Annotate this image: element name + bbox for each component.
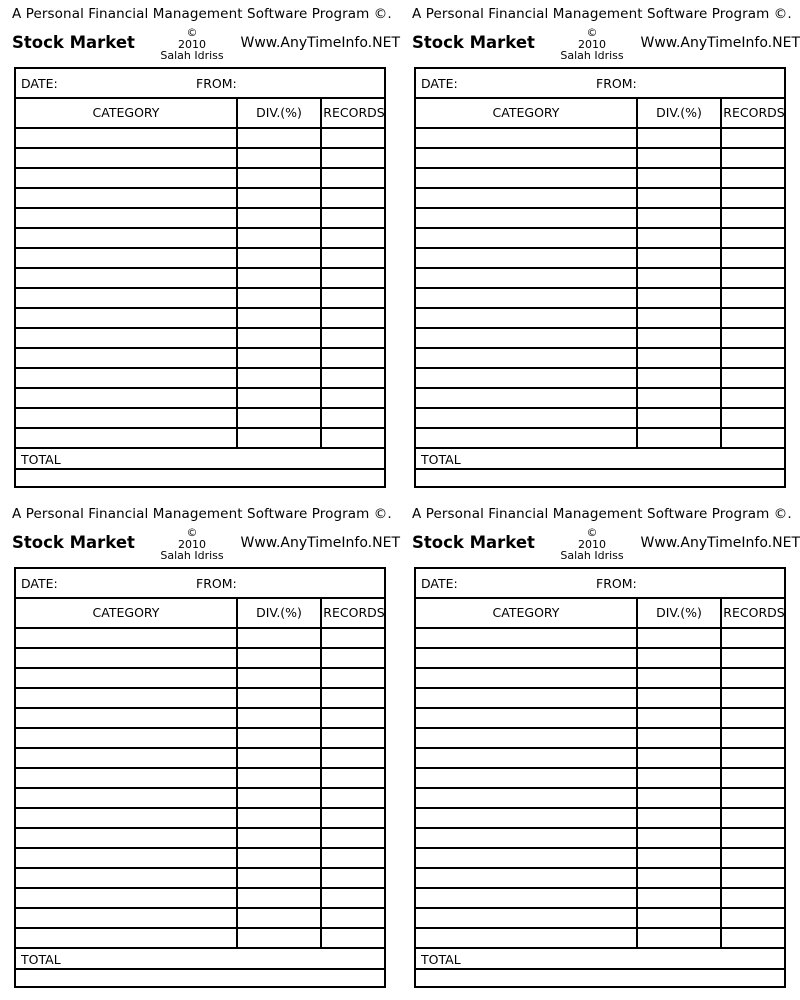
table-row[interactable] [416, 369, 784, 389]
table-row[interactable] [16, 789, 384, 809]
table-row[interactable] [416, 429, 784, 449]
table-row[interactable] [416, 649, 784, 669]
date-from-row [416, 569, 784, 599]
table-row[interactable] [16, 729, 384, 749]
column-header-row [16, 599, 384, 629]
panel-bottom-right [412, 500, 800, 990]
category-divider [236, 99, 238, 449]
website-link[interactable]: Www.AnyTimeInfo.NET [240, 35, 400, 51]
column-header-category: CATEGORY [92, 105, 160, 120]
ledger-form [414, 567, 786, 988]
total-divider [16, 468, 384, 470]
copyright-block [552, 527, 632, 562]
form-title: Stock Market [412, 33, 535, 52]
table-row[interactable] [16, 649, 384, 669]
table-row[interactable] [416, 909, 784, 929]
copyright-block [152, 527, 232, 562]
date-label: DATE: [421, 576, 458, 591]
table-row[interactable] [16, 769, 384, 789]
category-divider [636, 99, 638, 449]
table-row[interactable] [416, 289, 784, 309]
table-row[interactable] [416, 829, 784, 849]
column-header-row [416, 99, 784, 129]
website-link[interactable]: Www.AnyTimeInfo.NET [240, 535, 400, 551]
total-divider [416, 468, 784, 470]
copyright-icon: © [186, 26, 198, 39]
author-name: Salah Idriss [560, 49, 624, 62]
total-label: TOTAL [421, 452, 461, 467]
ledger-form [14, 67, 386, 488]
table-row[interactable] [16, 269, 384, 289]
total-row [16, 949, 384, 969]
copyright-year: 2010 [578, 537, 606, 551]
ledger-form [14, 567, 386, 988]
table-row[interactable] [16, 309, 384, 329]
table-row[interactable] [416, 749, 784, 769]
table-row[interactable] [416, 329, 784, 349]
table-row[interactable] [16, 849, 384, 869]
table-row[interactable] [416, 789, 784, 809]
panel-bottom-left [12, 500, 400, 990]
column-header-dividend: DIV.(%) [256, 605, 302, 620]
table-row[interactable] [416, 169, 784, 189]
column-header-records: RECORDS [323, 105, 385, 120]
table-row[interactable] [16, 389, 384, 409]
table-row[interactable] [416, 129, 784, 149]
date-from-row [16, 69, 384, 99]
total-row [416, 949, 784, 969]
copyright-year: 2010 [178, 537, 206, 551]
page-subtitle: A Personal Financial Management Software Program ©. [412, 6, 792, 22]
total-label: TOTAL [21, 452, 61, 467]
table-row[interactable] [16, 349, 384, 369]
copyright-block [152, 27, 232, 62]
table-row[interactable] [16, 869, 384, 889]
date-label: DATE: [421, 76, 458, 91]
from-label: FROM: [596, 576, 637, 591]
table-row[interactable] [16, 129, 384, 149]
table-row[interactable] [16, 669, 384, 689]
table-row[interactable] [416, 869, 784, 889]
table-row[interactable] [416, 709, 784, 729]
page-subtitle: A Personal Financial Management Software Program ©. [412, 506, 792, 522]
table-row[interactable] [16, 209, 384, 229]
from-label: FROM: [596, 76, 637, 91]
dividend-divider [320, 599, 322, 949]
date-from-row [416, 69, 784, 99]
table-row[interactable] [16, 369, 384, 389]
column-header-row [416, 599, 784, 629]
table-row[interactable] [16, 629, 384, 649]
total-row [416, 449, 784, 469]
table-row[interactable] [16, 229, 384, 249]
form-title: Stock Market [412, 533, 535, 552]
table-row[interactable] [416, 409, 784, 429]
table-row[interactable] [16, 829, 384, 849]
table-row[interactable] [16, 289, 384, 309]
table-row[interactable] [16, 809, 384, 829]
table-row[interactable] [16, 329, 384, 349]
date-label: DATE: [21, 76, 58, 91]
column-header-dividend: DIV.(%) [656, 605, 702, 620]
category-divider [236, 599, 238, 949]
copyright-icon: © [186, 526, 198, 539]
total-divider [16, 968, 384, 970]
table-row[interactable] [416, 849, 784, 869]
table-row[interactable] [416, 729, 784, 749]
table-row[interactable] [416, 189, 784, 209]
dividend-divider [720, 99, 722, 449]
date-label: DATE: [21, 576, 58, 591]
author-name: Salah Idriss [560, 549, 624, 562]
column-header-dividend: DIV.(%) [656, 105, 702, 120]
total-label: TOTAL [421, 952, 461, 967]
table-row[interactable] [416, 689, 784, 709]
table-row[interactable] [416, 269, 784, 289]
column-header-records: RECORDS [723, 105, 785, 120]
table-row[interactable] [416, 149, 784, 169]
table-row[interactable] [16, 889, 384, 909]
table-row[interactable] [16, 189, 384, 209]
table-row[interactable] [416, 249, 784, 269]
column-header-records: RECORDS [723, 605, 785, 620]
author-name: Salah Idriss [160, 49, 224, 62]
page-subtitle: A Personal Financial Management Software Program ©. [12, 506, 392, 522]
from-label: FROM: [196, 576, 237, 591]
table-row[interactable] [416, 769, 784, 789]
copyright-icon: © [586, 526, 598, 539]
total-divider [416, 968, 784, 970]
table-row[interactable] [16, 749, 384, 769]
author-name: Salah Idriss [160, 549, 224, 562]
copyright-icon: © [586, 26, 598, 39]
form-title: Stock Market [12, 533, 135, 552]
table-row[interactable] [416, 669, 784, 689]
column-header-row [16, 99, 384, 129]
table-row[interactable] [16, 929, 384, 949]
table-row[interactable] [416, 809, 784, 829]
table-row[interactable] [16, 149, 384, 169]
table-row[interactable] [416, 629, 784, 649]
column-header-category: CATEGORY [92, 605, 160, 620]
column-header-category: CATEGORY [492, 105, 560, 120]
website-link[interactable]: Www.AnyTimeInfo.NET [640, 535, 800, 551]
table-row[interactable] [16, 709, 384, 729]
table-row[interactable] [16, 909, 384, 929]
total-row [16, 449, 384, 469]
dividend-divider [720, 599, 722, 949]
copyright-year: 2010 [178, 37, 206, 51]
column-header-category: CATEGORY [492, 605, 560, 620]
dividend-divider [320, 99, 322, 449]
website-link[interactable]: Www.AnyTimeInfo.NET [640, 35, 800, 51]
table-row[interactable] [416, 209, 784, 229]
date-from-row [16, 569, 384, 599]
column-header-dividend: DIV.(%) [256, 105, 302, 120]
table-row[interactable] [416, 229, 784, 249]
table-row[interactable] [416, 929, 784, 949]
panel-top-left [12, 0, 400, 490]
table-row[interactable] [416, 389, 784, 409]
table-row[interactable] [416, 309, 784, 329]
copyright-block [552, 27, 632, 62]
table-row[interactable] [16, 409, 384, 429]
table-row[interactable] [16, 169, 384, 189]
table-row[interactable] [16, 429, 384, 449]
column-header-records: RECORDS [323, 605, 385, 620]
table-row[interactable] [16, 689, 384, 709]
panel-top-right [412, 0, 800, 490]
table-row[interactable] [416, 349, 784, 369]
ledger-form [414, 67, 786, 488]
category-divider [636, 599, 638, 949]
table-row[interactable] [416, 889, 784, 909]
page-subtitle: A Personal Financial Management Software Program ©. [12, 6, 392, 22]
table-row[interactable] [16, 249, 384, 269]
from-label: FROM: [196, 76, 237, 91]
total-label: TOTAL [21, 952, 61, 967]
form-title: Stock Market [12, 33, 135, 52]
copyright-year: 2010 [578, 37, 606, 51]
